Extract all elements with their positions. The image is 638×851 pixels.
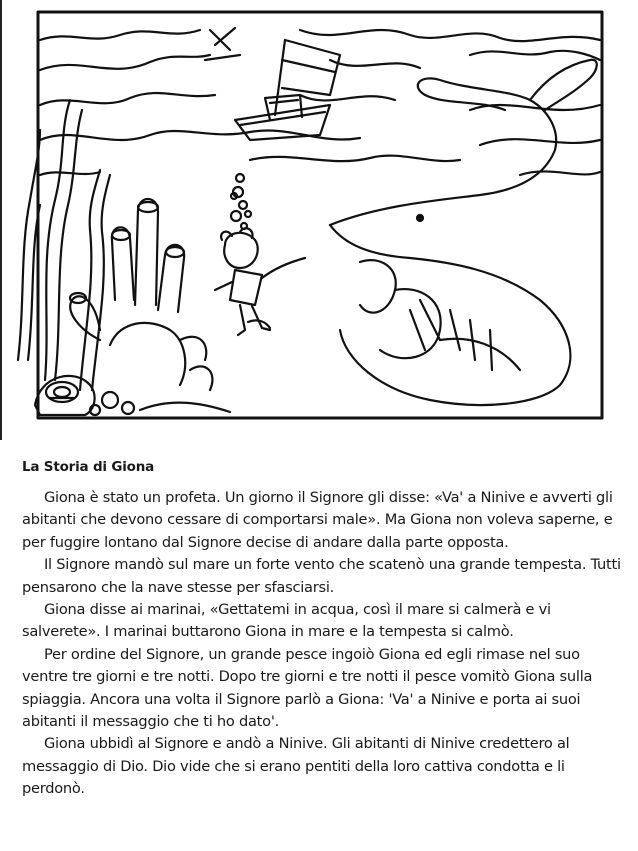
jonah-figure: [215, 228, 305, 335]
story-paragraph: Giona disse ai marinai, «Gettatemi in acqua, così il mare si calmerà e vi salverete». I marinai buttarono Giona in mare e la tempesta si calmò.: [22, 601, 551, 641]
story-paragraph: Giona è stato un profeta. Un giorno il Signore gli disse: «Va' a Ninive e avverti gli abitanti che devono cessare di comportarsi male». Ma Giona non voleva saperne, e per fuggire lontano dal Signore decise di andare dalla parte opposta.: [22, 489, 613, 551]
storm-waves: [40, 30, 600, 175]
seashell: [35, 376, 230, 415]
story-paragraph: Per ordine del Signore, un grande pesce ingoiò Giona ed egli rimase nel suo ventre tre giorni e tre notti. Dopo tre giorni e tre notti il pesce vomitò Giona sulla spiaggia. Ancora una volta il Signore parlò a Giona: 'Va' a Ninive e porta ai suoi abitanti il messaggio che ti ho dato'.: [22, 645, 593, 731]
illustration-frame: [38, 12, 602, 418]
seaweed: [18, 100, 110, 390]
sponge-coral: [70, 199, 212, 390]
air-bubbles: [231, 174, 251, 229]
story-paragraph: Giona ubbidì al Signore e andò a Ninive. Gli abitanti di Ninive credettero al messaggio di Dio. Dio vide che si erano pentiti della loro cattiva condotta e li perdonò.: [22, 735, 570, 798]
story-body: [22, 487, 622, 801]
ship: [205, 28, 340, 140]
story-paragraph: Il Signore mandò sul mare un forte vento che scatenò una grande tempesta. Tutti pensarono che la nave stesse per sfasciarsi.: [22, 556, 621, 596]
story-title: La Storia di Giona: [22, 459, 155, 475]
whale: [330, 60, 597, 405]
